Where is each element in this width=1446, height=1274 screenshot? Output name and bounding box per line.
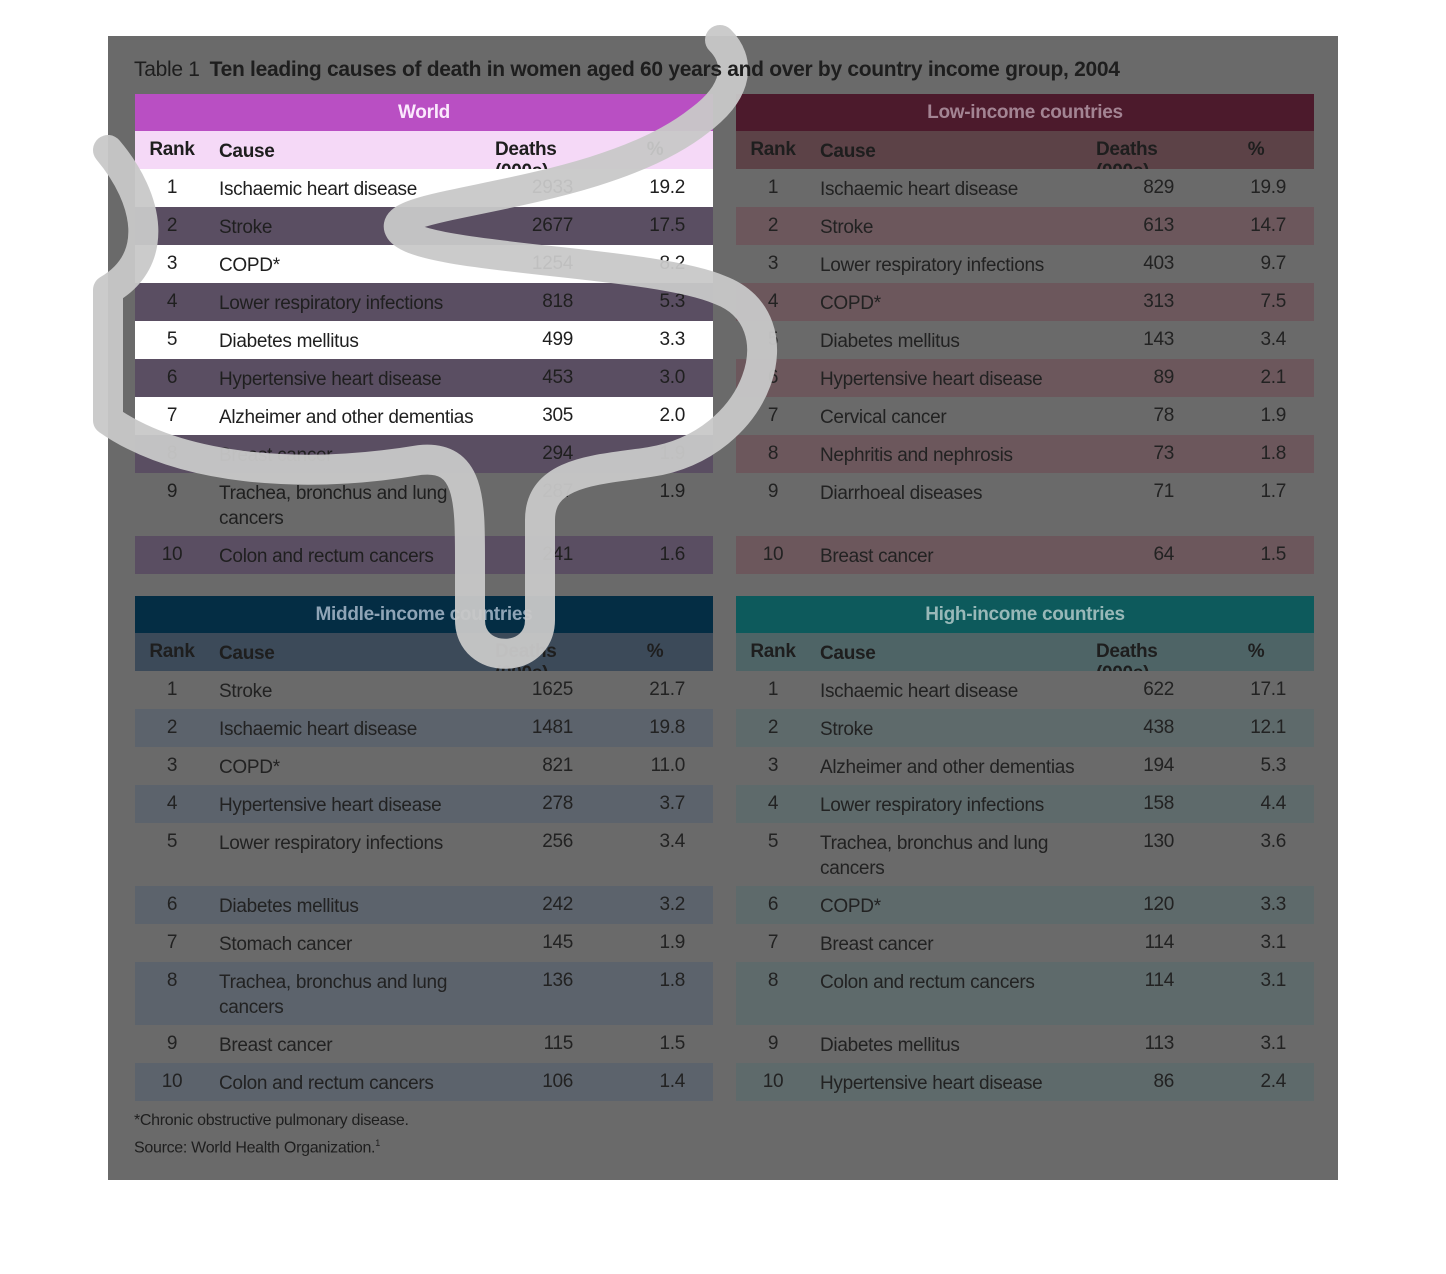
column-header-percent: % bbox=[1247, 641, 1265, 662]
table-number: Table 1 bbox=[134, 58, 200, 81]
table-row bbox=[135, 962, 713, 1025]
table-row bbox=[135, 321, 713, 359]
cell-rank: 9 bbox=[166, 1033, 178, 1054]
panel-title-low: Low-income countries bbox=[736, 94, 1314, 131]
cell-rank: 5 bbox=[767, 831, 779, 852]
cell-rank: 8 bbox=[166, 970, 178, 991]
cell-cause: Colon and rectum cancers bbox=[820, 972, 1035, 993]
cell-deaths: 158 bbox=[1143, 793, 1174, 814]
cell-percent: 1.9 bbox=[659, 481, 685, 502]
cell-rank: 8 bbox=[166, 443, 178, 464]
cell-rank: 10 bbox=[161, 1071, 183, 1092]
panel-world bbox=[135, 94, 713, 574]
table-row bbox=[736, 359, 1314, 397]
cell-rank: 8 bbox=[767, 443, 779, 464]
column-header-deaths: Deaths bbox=[1096, 139, 1158, 160]
table-row bbox=[736, 1063, 1314, 1101]
cell-deaths: 821 bbox=[542, 755, 573, 776]
cell-percent: 21.7 bbox=[649, 679, 685, 700]
table-row bbox=[736, 473, 1314, 536]
cell-percent: 1.9 bbox=[1260, 405, 1286, 426]
table-row bbox=[736, 435, 1314, 473]
panel-low-income bbox=[736, 94, 1314, 574]
cell-rank: 5 bbox=[767, 329, 779, 350]
table-row bbox=[135, 1063, 713, 1101]
table-row bbox=[135, 169, 713, 207]
table-row bbox=[736, 785, 1314, 823]
cell-deaths: 818 bbox=[542, 291, 573, 312]
cell-deaths: 829 bbox=[1143, 177, 1174, 198]
cell-percent: 3.3 bbox=[659, 329, 685, 350]
table-row bbox=[736, 747, 1314, 785]
cell-percent: 3.1 bbox=[1260, 1033, 1286, 1054]
cell-deaths: 287 bbox=[542, 481, 573, 502]
panel-title-high: High-income countries bbox=[736, 596, 1314, 633]
cell-cause: Colon and rectum cancers bbox=[219, 546, 434, 567]
cell-rank: 7 bbox=[767, 405, 779, 426]
cell-rank: 1 bbox=[767, 679, 779, 700]
cell-deaths: 242 bbox=[542, 894, 573, 915]
cell-percent: 5.3 bbox=[1260, 755, 1286, 776]
cell-percent: 17.1 bbox=[1250, 679, 1286, 700]
cell-rank: 3 bbox=[767, 253, 779, 274]
cell-cause: Hypertensive heart disease bbox=[219, 795, 442, 816]
cell-deaths: 313 bbox=[1143, 291, 1174, 312]
cell-deaths: 2933 bbox=[531, 177, 573, 198]
cell-deaths: 136 bbox=[542, 970, 573, 991]
cell-cause: Trachea, bronchus and lung cancers bbox=[219, 483, 448, 529]
column-header-deaths: Deaths bbox=[495, 641, 557, 662]
cell-percent: 19.8 bbox=[649, 717, 685, 738]
cell-percent: 1.9 bbox=[659, 443, 685, 464]
cell-cause: Hypertensive heart disease bbox=[820, 1073, 1043, 1094]
table-row bbox=[135, 924, 713, 962]
cell-rank: 8 bbox=[767, 970, 779, 991]
cell-deaths: 106 bbox=[542, 1071, 573, 1092]
table-row bbox=[135, 1025, 713, 1063]
column-header-rank: Rank bbox=[149, 139, 195, 160]
cell-cause: Trachea, bronchus and lung cancers bbox=[219, 972, 448, 1018]
table-row bbox=[135, 823, 713, 886]
cell-deaths: 622 bbox=[1143, 679, 1174, 700]
cell-cause: Stroke bbox=[219, 217, 273, 238]
cell-deaths: 305 bbox=[542, 405, 573, 426]
table-row bbox=[135, 536, 713, 574]
cell-cause: Ischaemic heart disease bbox=[219, 179, 417, 200]
cell-deaths: 78 bbox=[1153, 405, 1174, 426]
cell-cause: Ischaemic heart disease bbox=[820, 179, 1018, 200]
table-row bbox=[135, 747, 713, 785]
table-row bbox=[736, 924, 1314, 962]
cell-cause: Breast cancer bbox=[219, 445, 333, 466]
cell-percent: 4.4 bbox=[1260, 793, 1286, 814]
cell-cause: Breast cancer bbox=[820, 934, 934, 955]
cell-percent: 3.0 bbox=[659, 367, 685, 388]
cell-rank: 2 bbox=[767, 215, 779, 236]
column-header-cause: Cause bbox=[219, 141, 275, 162]
cell-rank: 4 bbox=[166, 793, 178, 814]
column-header-deaths: Deaths bbox=[495, 139, 557, 160]
table-row bbox=[736, 536, 1314, 574]
table-row bbox=[135, 435, 713, 473]
cell-percent: 2.1 bbox=[1260, 367, 1286, 388]
column-header-percent: % bbox=[646, 139, 664, 160]
cell-cause: Breast cancer bbox=[820, 546, 934, 567]
cell-deaths: 130 bbox=[1143, 831, 1174, 852]
cell-deaths: 113 bbox=[1144, 1033, 1174, 1054]
cell-percent: 3.2 bbox=[659, 894, 685, 915]
cell-percent: 3.6 bbox=[1260, 831, 1286, 852]
cell-percent: 1.5 bbox=[1260, 544, 1286, 565]
cell-deaths: 71 bbox=[1153, 481, 1174, 502]
table-row bbox=[736, 169, 1314, 207]
cell-rank: 9 bbox=[767, 1033, 779, 1054]
footnote-source: Source: World Health Organization.$^1$ bbox=[134, 1138, 380, 1157]
cell-deaths: 453 bbox=[542, 367, 573, 388]
table-row bbox=[135, 473, 713, 536]
cell-rank: 6 bbox=[767, 367, 779, 388]
cell-deaths: 114 bbox=[1144, 970, 1174, 991]
table-row bbox=[736, 709, 1314, 747]
table-row bbox=[736, 397, 1314, 435]
cell-cause: Alzheimer and other dementias bbox=[820, 757, 1075, 778]
column-header-percent: % bbox=[1247, 139, 1265, 160]
cell-percent: 3.1 bbox=[1260, 970, 1286, 991]
table-title: Ten leading causes of death in women aged 60 years and over by country income group, 2004 bbox=[209, 58, 1120, 81]
cell-cause: Hypertensive heart disease bbox=[820, 369, 1043, 390]
cell-rank: 2 bbox=[166, 215, 178, 236]
cell-cause: Lower respiratory infections bbox=[219, 293, 443, 314]
column-header-cause: Cause bbox=[820, 141, 876, 162]
cell-cause: Diarrhoeal diseases bbox=[820, 483, 983, 504]
cell-deaths: 143 bbox=[1143, 329, 1174, 350]
cell-deaths: 294 bbox=[542, 443, 573, 464]
cell-deaths: 2677 bbox=[531, 215, 573, 236]
cell-rank: 4 bbox=[767, 291, 779, 312]
panel-title-mid: Middle-income countries bbox=[135, 596, 713, 633]
cell-deaths: 278 bbox=[542, 793, 573, 814]
cell-deaths: 613 bbox=[1143, 215, 1174, 236]
cell-percent: 3.3 bbox=[1260, 894, 1286, 915]
cell-rank: 1 bbox=[166, 177, 178, 198]
cell-deaths: 1481 bbox=[531, 717, 573, 738]
cell-percent: 1.8 bbox=[1260, 443, 1286, 464]
cell-percent: 1.4 bbox=[659, 1071, 685, 1092]
cell-percent: 1.5 bbox=[659, 1033, 685, 1054]
table-row bbox=[736, 962, 1314, 1025]
cell-deaths: 241 bbox=[542, 544, 573, 565]
cell-deaths: 86 bbox=[1153, 1071, 1174, 1092]
footnote-reference: 1 bbox=[375, 1138, 380, 1148]
cell-cause: Breast cancer bbox=[219, 1035, 333, 1056]
cell-deaths: 1254 bbox=[531, 253, 573, 274]
header-row bbox=[736, 633, 1314, 671]
cell-percent: 5.3 bbox=[659, 291, 685, 312]
table-caption bbox=[134, 58, 1314, 88]
cell-cause: Trachea, bronchus and lung cancers bbox=[820, 833, 1049, 879]
panel-high-income bbox=[736, 596, 1314, 1101]
column-header-rank: Rank bbox=[750, 641, 796, 662]
cell-rank: 1 bbox=[767, 177, 779, 198]
table-row bbox=[135, 785, 713, 823]
header-row bbox=[736, 131, 1314, 169]
panel-middle-income bbox=[135, 596, 713, 1101]
cell-percent: 9.7 bbox=[1260, 253, 1286, 274]
cell-rank: 10 bbox=[161, 544, 183, 565]
table-row bbox=[736, 671, 1314, 709]
cell-cause: Alzheimer and other dementias bbox=[219, 407, 474, 428]
cell-rank: 6 bbox=[166, 367, 178, 388]
cell-percent: 1.6 bbox=[659, 544, 685, 565]
cell-cause: COPD* bbox=[219, 757, 280, 778]
cell-rank: 9 bbox=[767, 481, 779, 502]
cell-rank: 6 bbox=[767, 894, 779, 915]
cell-percent: 11.0 bbox=[650, 755, 685, 776]
cell-cause: Stomach cancer bbox=[219, 934, 353, 955]
cell-rank: 10 bbox=[762, 1071, 784, 1092]
table-row bbox=[135, 397, 713, 435]
cell-deaths: 256 bbox=[542, 831, 573, 852]
cell-deaths: 403 bbox=[1143, 253, 1174, 274]
cell-cause: Stroke bbox=[820, 719, 874, 740]
table-row bbox=[135, 245, 713, 283]
cell-rank: 7 bbox=[166, 405, 178, 426]
cell-percent: 2.0 bbox=[659, 405, 685, 426]
cell-cause: Lower respiratory infections bbox=[219, 833, 443, 854]
cell-percent: 14.7 bbox=[1250, 215, 1286, 236]
table-row bbox=[135, 207, 713, 245]
cell-deaths: 1625 bbox=[531, 679, 573, 700]
cell-deaths: 499 bbox=[542, 329, 573, 350]
column-header-percent: % bbox=[646, 641, 664, 662]
cell-rank: 7 bbox=[767, 932, 779, 953]
table-row bbox=[736, 823, 1314, 886]
cell-percent: 19.2 bbox=[649, 177, 685, 198]
cell-cause: Hypertensive heart disease bbox=[219, 369, 442, 390]
column-header-rank: Rank bbox=[750, 139, 796, 160]
cell-rank: 3 bbox=[767, 755, 779, 776]
cell-percent: 1.8 bbox=[659, 970, 685, 991]
header-row bbox=[135, 633, 713, 671]
cell-percent: 2.4 bbox=[1260, 1071, 1286, 1092]
cell-percent: 12.1 bbox=[1250, 717, 1286, 738]
column-header-cause: Cause bbox=[820, 643, 876, 664]
cell-cause: Cervical cancer bbox=[820, 407, 947, 428]
cell-rank: 3 bbox=[166, 755, 178, 776]
cell-cause: Ischaemic heart disease bbox=[820, 681, 1018, 702]
cell-cause: Stroke bbox=[219, 681, 273, 702]
cell-deaths: 145 bbox=[542, 932, 573, 953]
cell-rank: 10 bbox=[762, 544, 784, 565]
cell-deaths: 194 bbox=[1143, 755, 1174, 776]
header-row bbox=[135, 131, 713, 169]
footnote bbox=[134, 1110, 409, 1159]
cell-percent: 3.4 bbox=[659, 831, 685, 852]
cell-percent: 1.9 bbox=[659, 932, 685, 953]
cell-rank: 7 bbox=[166, 932, 178, 953]
cell-percent: 1.7 bbox=[1260, 481, 1286, 502]
cell-cause: Nephritis and nephrosis bbox=[820, 445, 1013, 466]
table-row bbox=[736, 1025, 1314, 1063]
panel-title-world: World bbox=[135, 94, 713, 131]
table-row bbox=[736, 207, 1314, 245]
cell-rank: 2 bbox=[166, 717, 178, 738]
cell-percent: 17.5 bbox=[649, 215, 685, 236]
cell-rank: 4 bbox=[166, 291, 178, 312]
table-row bbox=[135, 359, 713, 397]
cell-percent: 3.4 bbox=[1260, 329, 1286, 350]
table-row bbox=[135, 709, 713, 747]
table-row bbox=[135, 671, 713, 709]
cell-cause: Diabetes mellitus bbox=[219, 896, 359, 917]
cell-rank: 5 bbox=[166, 329, 178, 350]
table-row bbox=[736, 245, 1314, 283]
table-row bbox=[135, 886, 713, 924]
cell-deaths: 89 bbox=[1153, 367, 1174, 388]
cell-cause: COPD* bbox=[219, 255, 280, 276]
table-row bbox=[736, 886, 1314, 924]
cell-cause: Diabetes mellitus bbox=[820, 1035, 960, 1056]
table-row bbox=[736, 321, 1314, 359]
cell-cause: COPD* bbox=[820, 293, 881, 314]
cell-rank: 3 bbox=[166, 253, 178, 274]
cell-cause: Colon and rectum cancers bbox=[219, 1073, 434, 1094]
cell-deaths: 114 bbox=[1144, 932, 1174, 953]
cell-deaths: 73 bbox=[1153, 443, 1174, 464]
table-row bbox=[736, 283, 1314, 321]
cell-rank: 5 bbox=[166, 831, 178, 852]
cell-cause: Stroke bbox=[820, 217, 874, 238]
cell-percent: 8.2 bbox=[659, 253, 685, 274]
cell-rank: 6 bbox=[166, 894, 178, 915]
cell-rank: 4 bbox=[767, 793, 779, 814]
column-header-cause: Cause bbox=[219, 643, 275, 664]
cell-percent: 7.5 bbox=[1260, 291, 1286, 312]
column-header-deaths: Deaths bbox=[1096, 641, 1158, 662]
cell-deaths: 438 bbox=[1143, 717, 1174, 738]
column-header-rank: Rank bbox=[149, 641, 195, 662]
table-row bbox=[135, 283, 713, 321]
cell-deaths: 64 bbox=[1153, 544, 1174, 565]
cell-cause: Ischaemic heart disease bbox=[219, 719, 417, 740]
cell-deaths: 115 bbox=[543, 1033, 573, 1054]
cell-cause: Lower respiratory infections bbox=[820, 795, 1044, 816]
cell-percent: 19.9 bbox=[1250, 177, 1286, 198]
cell-cause: Diabetes mellitus bbox=[820, 331, 960, 352]
cell-cause: Lower respiratory infections bbox=[820, 255, 1044, 276]
cell-cause: Diabetes mellitus bbox=[219, 331, 359, 352]
cell-cause: COPD* bbox=[820, 896, 881, 917]
cell-rank: 9 bbox=[166, 481, 178, 502]
footnote-copd: *Chronic obstructive pulmonary disease. bbox=[134, 1112, 409, 1129]
cell-deaths: 120 bbox=[1143, 894, 1174, 915]
cell-percent: 3.1 bbox=[1260, 932, 1286, 953]
cell-rank: 2 bbox=[767, 717, 779, 738]
cell-rank: 1 bbox=[166, 679, 178, 700]
cell-percent: 3.7 bbox=[659, 793, 685, 814]
